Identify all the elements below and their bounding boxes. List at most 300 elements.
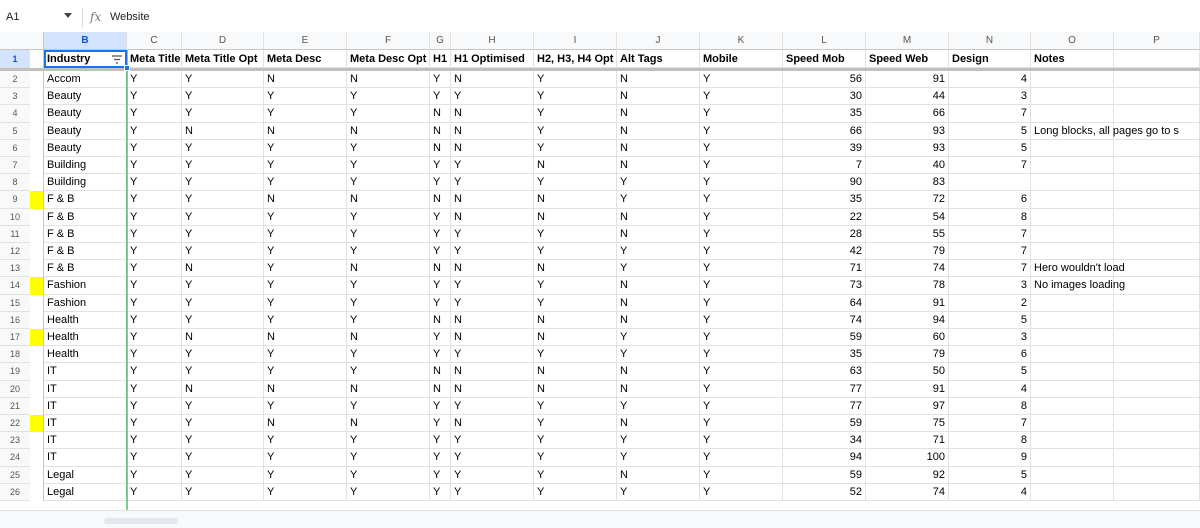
table-cell[interactable]: Y	[700, 381, 783, 398]
table-cell[interactable]: Beauty	[44, 88, 127, 105]
table-cell[interactable]: Y	[617, 329, 700, 346]
table-cell[interactable]	[1114, 105, 1200, 122]
table-cell[interactable]: 9	[949, 449, 1031, 466]
table-cell[interactable]: N	[347, 381, 430, 398]
table-cell[interactable]: 7	[783, 157, 866, 174]
column-header-h[interactable]: H	[451, 32, 534, 50]
table-cell[interactable]: Y	[617, 260, 700, 277]
table-cell[interactable]: N	[430, 260, 451, 277]
table-cell[interactable]: 2	[949, 295, 1031, 312]
table-cell[interactable]: N	[430, 140, 451, 157]
table-cell[interactable]: N	[451, 329, 534, 346]
table-cell[interactable]: Y	[700, 432, 783, 449]
table-cell[interactable]: Y	[347, 88, 430, 105]
table-cell[interactable]: N	[617, 157, 700, 174]
table-cell[interactable]: Y	[182, 191, 264, 208]
table-cell[interactable]: N	[264, 329, 347, 346]
table-cell[interactable]: N	[347, 415, 430, 432]
table-cell[interactable]: Y	[700, 277, 783, 294]
table-cell[interactable]: 7	[949, 105, 1031, 122]
table-cell[interactable]: Y	[430, 243, 451, 260]
column-header-m[interactable]: M	[866, 32, 949, 50]
table-cell[interactable]: Y	[264, 226, 347, 243]
table-cell[interactable]: N	[534, 363, 617, 380]
frozen-row-divider[interactable]	[0, 68, 1200, 71]
table-cell[interactable]: 6	[949, 191, 1031, 208]
table-cell[interactable]: Y	[700, 123, 783, 140]
table-cell[interactable]: 78	[866, 277, 949, 294]
table-cell[interactable]: Y	[127, 226, 182, 243]
table-cell[interactable]	[1114, 398, 1200, 415]
table-cell[interactable]: 35	[783, 191, 866, 208]
table-cell[interactable]: Y	[347, 295, 430, 312]
table-cell[interactable]: N	[451, 363, 534, 380]
table-cell[interactable]: 97	[866, 398, 949, 415]
table-cell[interactable]: No images loading	[1031, 277, 1114, 294]
table-cell[interactable]: 74	[866, 260, 949, 277]
table-cell[interactable]: Y	[617, 191, 700, 208]
table-cell[interactable]: Y	[264, 432, 347, 449]
table-cell[interactable]: Y	[700, 260, 783, 277]
table-cell[interactable]: N	[264, 123, 347, 140]
table-cell[interactable]: 71	[783, 260, 866, 277]
table-cell[interactable]	[1031, 157, 1114, 174]
table-cell[interactable]: Y	[182, 277, 264, 294]
table-cell[interactable]: Y	[127, 157, 182, 174]
column-header-f[interactable]: F	[347, 32, 430, 50]
table-cell[interactable]	[1031, 346, 1114, 363]
header-cell-b[interactable]: Industry	[44, 50, 127, 68]
table-cell[interactable]: N	[617, 415, 700, 432]
table-cell[interactable]: N	[182, 260, 264, 277]
table-cell[interactable]	[1031, 71, 1114, 88]
table-cell[interactable]	[1114, 123, 1200, 140]
table-cell[interactable]	[1031, 398, 1114, 415]
table-cell[interactable]: Y	[700, 363, 783, 380]
table-cell[interactable]: N	[617, 381, 700, 398]
table-cell[interactable]: Y	[264, 398, 347, 415]
table-cell[interactable]: 79	[866, 243, 949, 260]
table-cell[interactable]: N	[617, 105, 700, 122]
table-cell[interactable]: Y	[534, 123, 617, 140]
table-cell[interactable]: 4	[949, 71, 1031, 88]
table-cell[interactable]: Y	[264, 105, 347, 122]
row-header[interactable]: 13	[0, 260, 30, 277]
column-header-i[interactable]: I	[534, 32, 617, 50]
table-cell[interactable]: Y	[430, 174, 451, 191]
table-cell[interactable]	[1114, 432, 1200, 449]
table-cell[interactable]: Y	[700, 140, 783, 157]
table-cell[interactable]: Y	[451, 88, 534, 105]
column-header-l[interactable]: L	[783, 32, 866, 50]
table-cell[interactable]: Y	[534, 105, 617, 122]
table-cell[interactable]: 22	[783, 209, 866, 226]
header-cell-n[interactable]: Design	[949, 50, 1031, 68]
table-cell[interactable]: N	[430, 123, 451, 140]
table-cell[interactable]: 8	[949, 398, 1031, 415]
table-cell[interactable]	[1114, 363, 1200, 380]
table-cell[interactable]: Y	[451, 174, 534, 191]
table-cell[interactable]: 5	[949, 467, 1031, 484]
table-cell[interactable]: Y	[127, 484, 182, 501]
table-cell[interactable]	[1114, 88, 1200, 105]
table-cell[interactable]: 5	[949, 140, 1031, 157]
table-cell[interactable]: 74	[866, 484, 949, 501]
table-cell[interactable]: 64	[783, 295, 866, 312]
table-cell[interactable]: N	[451, 123, 534, 140]
table-cell[interactable]: Y	[264, 243, 347, 260]
row-header[interactable]: 26	[0, 484, 30, 501]
table-cell[interactable]: N	[430, 105, 451, 122]
table-cell[interactable]: Y	[700, 415, 783, 432]
table-cell[interactable]: IT	[44, 398, 127, 415]
column-header-b[interactable]: B	[44, 32, 127, 50]
row-header[interactable]: 7	[0, 157, 30, 174]
table-cell[interactable]: N	[534, 329, 617, 346]
table-cell[interactable]	[1114, 191, 1200, 208]
table-cell[interactable]: Y	[347, 174, 430, 191]
table-cell[interactable]: Y	[182, 71, 264, 88]
table-cell[interactable]: Y	[617, 243, 700, 260]
table-cell[interactable]: IT	[44, 381, 127, 398]
table-cell[interactable]: 5	[949, 123, 1031, 140]
table-cell[interactable]: Y	[430, 449, 451, 466]
table-cell[interactable]: F & B	[44, 191, 127, 208]
table-cell[interactable]: 72	[866, 191, 949, 208]
table-cell[interactable]: N	[264, 381, 347, 398]
table-cell[interactable]: N	[617, 209, 700, 226]
table-cell[interactable]: Y	[347, 140, 430, 157]
table-cell[interactable]	[1031, 209, 1114, 226]
table-cell[interactable]: Y	[127, 123, 182, 140]
table-cell[interactable]: 8	[949, 209, 1031, 226]
table-cell[interactable]	[1031, 243, 1114, 260]
row-header[interactable]: 25	[0, 467, 30, 484]
table-cell[interactable]: Y	[700, 484, 783, 501]
table-cell[interactable]: N	[347, 329, 430, 346]
table-cell[interactable]: 55	[866, 226, 949, 243]
table-cell[interactable]: 79	[866, 346, 949, 363]
column-header-o[interactable]: O	[1031, 32, 1114, 50]
table-cell[interactable]: 35	[783, 346, 866, 363]
table-cell[interactable]: Y	[430, 295, 451, 312]
table-cell[interactable]	[949, 174, 1031, 191]
row-header[interactable]: 15	[0, 295, 30, 312]
row-header[interactable]: 5	[0, 123, 30, 140]
table-cell[interactable]: N	[182, 381, 264, 398]
table-cell[interactable]: 7	[949, 226, 1031, 243]
table-cell[interactable]: Y	[182, 415, 264, 432]
table-cell[interactable]: N	[617, 467, 700, 484]
table-cell[interactable]: 3	[949, 329, 1031, 346]
table-cell[interactable]: Y	[700, 312, 783, 329]
table-cell[interactable]: Y	[264, 174, 347, 191]
table-cell[interactable]: 5	[949, 363, 1031, 380]
table-cell[interactable]: Y	[264, 209, 347, 226]
table-cell[interactable]: 60	[866, 329, 949, 346]
table-cell[interactable]: Y	[182, 312, 264, 329]
table-cell[interactable]: Fashion	[44, 277, 127, 294]
table-cell[interactable]: N	[534, 381, 617, 398]
table-cell[interactable]: Y	[534, 398, 617, 415]
table-cell[interactable]: 34	[783, 432, 866, 449]
row-header[interactable]: 24	[0, 449, 30, 466]
table-cell[interactable]	[1031, 295, 1114, 312]
table-cell[interactable]: Y	[534, 295, 617, 312]
table-cell[interactable]: Y	[347, 398, 430, 415]
table-cell[interactable]: Y	[127, 432, 182, 449]
table-cell[interactable]: Building	[44, 157, 127, 174]
table-cell[interactable]: Y	[127, 105, 182, 122]
table-cell[interactable]: Y	[700, 243, 783, 260]
header-cell-p[interactable]	[1114, 50, 1200, 68]
table-cell[interactable]: 7	[949, 157, 1031, 174]
column-header-p[interactable]: P	[1114, 32, 1200, 50]
name-box[interactable]: A1	[6, 11, 20, 23]
table-cell[interactable]: Y	[534, 140, 617, 157]
table-cell[interactable]: Y	[127, 467, 182, 484]
table-cell[interactable]: Y	[451, 243, 534, 260]
table-cell[interactable]: Y	[127, 71, 182, 88]
table-cell[interactable]: N	[264, 415, 347, 432]
table-cell[interactable]: 93	[866, 140, 949, 157]
table-cell[interactable]: N	[617, 226, 700, 243]
table-cell[interactable]: Y	[451, 346, 534, 363]
table-cell[interactable]: Y	[182, 467, 264, 484]
chevron-down-icon[interactable]	[64, 13, 72, 18]
table-cell[interactable]: Beauty	[44, 123, 127, 140]
table-cell[interactable]: N	[617, 277, 700, 294]
table-cell[interactable]	[1031, 174, 1114, 191]
horizontal-scrollbar-thumb[interactable]	[104, 518, 178, 524]
table-cell[interactable]: Y	[451, 449, 534, 466]
table-cell[interactable]: F & B	[44, 260, 127, 277]
table-cell[interactable]: Y	[430, 467, 451, 484]
table-cell[interactable]: Y	[264, 312, 347, 329]
table-cell[interactable]: 50	[866, 363, 949, 380]
table-cell[interactable]: 66	[866, 105, 949, 122]
table-cell[interactable]: Y	[347, 449, 430, 466]
table-cell[interactable]: 71	[866, 432, 949, 449]
table-cell[interactable]: Y	[430, 432, 451, 449]
table-cell[interactable]: Y	[700, 398, 783, 415]
table-cell[interactable]: Y	[264, 277, 347, 294]
table-cell[interactable]: Y	[264, 449, 347, 466]
table-cell[interactable]	[1031, 415, 1114, 432]
table-cell[interactable]: Legal	[44, 467, 127, 484]
table-cell[interactable]: Y	[127, 312, 182, 329]
table-cell[interactable]: N	[451, 209, 534, 226]
table-cell[interactable]: Y	[264, 484, 347, 501]
table-cell[interactable]: 42	[783, 243, 866, 260]
table-cell[interactable]: Y	[127, 398, 182, 415]
table-cell[interactable]	[1031, 140, 1114, 157]
row-header[interactable]: 14	[0, 277, 30, 294]
table-cell[interactable]: Y	[182, 243, 264, 260]
table-cell[interactable]: Y	[182, 398, 264, 415]
column-header-d[interactable]: D	[182, 32, 264, 50]
table-cell[interactable]: F & B	[44, 226, 127, 243]
table-cell[interactable]: Y	[127, 140, 182, 157]
table-cell[interactable]: Y	[430, 277, 451, 294]
table-cell[interactable]: 92	[866, 467, 949, 484]
table-cell[interactable]: Y	[451, 277, 534, 294]
table-cell[interactable]: Y	[451, 432, 534, 449]
table-cell[interactable]: N	[451, 415, 534, 432]
table-cell[interactable]: Y	[700, 346, 783, 363]
table-cell[interactable]: N	[451, 140, 534, 157]
table-cell[interactable]: Y	[182, 105, 264, 122]
row-header[interactable]: 12	[0, 243, 30, 260]
table-cell[interactable]: Y	[264, 157, 347, 174]
table-cell[interactable]: N	[617, 140, 700, 157]
table-cell[interactable]: Y	[700, 71, 783, 88]
table-cell[interactable]: Y	[617, 174, 700, 191]
table-cell[interactable]: 73	[783, 277, 866, 294]
table-cell[interactable]: Y	[127, 363, 182, 380]
table-cell[interactable]: IT	[44, 449, 127, 466]
table-cell[interactable]: Y	[430, 209, 451, 226]
table-cell[interactable]: 54	[866, 209, 949, 226]
row-header[interactable]: 22	[0, 415, 30, 432]
header-cell-k[interactable]: Mobile	[700, 50, 783, 68]
table-cell[interactable]: Y	[534, 174, 617, 191]
table-cell[interactable]: 56	[783, 71, 866, 88]
select-all-corner[interactable]	[0, 32, 44, 50]
table-cell[interactable]: Y	[534, 71, 617, 88]
table-cell[interactable]	[1031, 381, 1114, 398]
table-cell[interactable]: 28	[783, 226, 866, 243]
table-cell[interactable]: 7	[949, 243, 1031, 260]
table-cell[interactable]: Y	[700, 105, 783, 122]
table-cell[interactable]: N	[451, 312, 534, 329]
row-header-1[interactable]: 1	[0, 50, 30, 68]
table-cell[interactable]	[1114, 174, 1200, 191]
table-cell[interactable]: Y	[182, 140, 264, 157]
row-header[interactable]: 6	[0, 140, 30, 157]
table-cell[interactable]: Y	[182, 226, 264, 243]
table-cell[interactable]: 59	[783, 329, 866, 346]
row-header[interactable]: 10	[0, 209, 30, 226]
filter-icon[interactable]	[112, 55, 122, 64]
header-cell-d[interactable]: Meta Title Opt	[182, 50, 264, 68]
table-cell[interactable]: Y	[127, 295, 182, 312]
table-cell[interactable]	[1114, 381, 1200, 398]
table-cell[interactable]	[1114, 277, 1200, 294]
table-cell[interactable]: 44	[866, 88, 949, 105]
table-cell[interactable]	[1114, 260, 1200, 277]
table-cell[interactable]: N	[534, 260, 617, 277]
table-cell[interactable]: F & B	[44, 243, 127, 260]
table-cell[interactable]: Beauty	[44, 140, 127, 157]
table-cell[interactable]: N	[451, 71, 534, 88]
table-cell[interactable]: Y	[534, 88, 617, 105]
row-header[interactable]: 21	[0, 398, 30, 415]
header-cell-e[interactable]: Meta Desc	[264, 50, 347, 68]
table-cell[interactable]: N	[617, 71, 700, 88]
table-cell[interactable]: Y	[127, 381, 182, 398]
horizontal-scrollbar-track[interactable]	[0, 510, 1200, 528]
table-cell[interactable]: Y	[347, 209, 430, 226]
table-cell[interactable]: Y	[347, 243, 430, 260]
table-cell[interactable]: Fashion	[44, 295, 127, 312]
table-cell[interactable]: N	[451, 381, 534, 398]
table-cell[interactable]: Y	[700, 88, 783, 105]
column-header-j[interactable]: J	[617, 32, 700, 50]
table-cell[interactable]: Y	[534, 226, 617, 243]
table-cell[interactable]	[1031, 329, 1114, 346]
row-header[interactable]: 23	[0, 432, 30, 449]
table-cell[interactable]: Health	[44, 329, 127, 346]
table-cell[interactable]	[1031, 432, 1114, 449]
row-header[interactable]: 4	[0, 105, 30, 122]
table-cell[interactable]: Y	[534, 346, 617, 363]
table-cell[interactable]	[1031, 88, 1114, 105]
table-cell[interactable]: IT	[44, 415, 127, 432]
table-cell[interactable]: Legal	[44, 484, 127, 501]
table-cell[interactable]: Y	[182, 174, 264, 191]
table-cell[interactable]: Y	[700, 449, 783, 466]
table-cell[interactable]: Y	[534, 467, 617, 484]
table-cell[interactable]: Y	[451, 157, 534, 174]
table-cell[interactable]: Y	[534, 415, 617, 432]
table-cell[interactable]: Y	[700, 209, 783, 226]
table-cell[interactable]: 39	[783, 140, 866, 157]
table-cell[interactable]: Y	[182, 88, 264, 105]
table-cell[interactable]: N	[617, 123, 700, 140]
table-cell[interactable]: Y	[264, 260, 347, 277]
table-cell[interactable]: 94	[866, 312, 949, 329]
table-cell[interactable]: N	[347, 260, 430, 277]
table-cell[interactable]: Y	[127, 243, 182, 260]
table-cell[interactable]: Y	[700, 329, 783, 346]
table-cell[interactable]: Y	[347, 226, 430, 243]
table-cell[interactable]: Health	[44, 346, 127, 363]
table-cell[interactable]: 4	[949, 381, 1031, 398]
row-header[interactable]: 20	[0, 381, 30, 398]
table-cell[interactable]: 7	[949, 260, 1031, 277]
table-cell[interactable]	[1114, 329, 1200, 346]
fill-handle[interactable]	[124, 65, 130, 71]
table-cell[interactable]: N	[451, 260, 534, 277]
table-cell[interactable]: Hero wouldn't load	[1031, 260, 1114, 277]
header-cell-l[interactable]: Speed Mob	[783, 50, 866, 68]
table-cell[interactable]: N	[451, 105, 534, 122]
table-cell[interactable]: 5	[949, 312, 1031, 329]
table-cell[interactable]: Y	[264, 295, 347, 312]
table-cell[interactable]: Y	[347, 484, 430, 501]
table-cell[interactable]: N	[451, 191, 534, 208]
table-cell[interactable]: Y	[127, 209, 182, 226]
table-cell[interactable]: N	[347, 191, 430, 208]
table-cell[interactable]: Y	[127, 277, 182, 294]
table-cell[interactable]: Y	[430, 88, 451, 105]
column-header-g[interactable]: G	[430, 32, 451, 50]
table-cell[interactable]	[1031, 449, 1114, 466]
table-cell[interactable]: Y	[451, 398, 534, 415]
table-cell[interactable]	[1114, 467, 1200, 484]
table-cell[interactable]	[1031, 363, 1114, 380]
table-cell[interactable]: IT	[44, 363, 127, 380]
table-cell[interactable]: Y	[617, 449, 700, 466]
table-cell[interactable]: F & B	[44, 209, 127, 226]
table-cell[interactable]: 35	[783, 105, 866, 122]
table-cell[interactable]: Y	[264, 467, 347, 484]
table-cell[interactable]: 100	[866, 449, 949, 466]
table-cell[interactable]: 94	[783, 449, 866, 466]
table-cell[interactable]	[1031, 226, 1114, 243]
table-cell[interactable]: Y	[264, 346, 347, 363]
